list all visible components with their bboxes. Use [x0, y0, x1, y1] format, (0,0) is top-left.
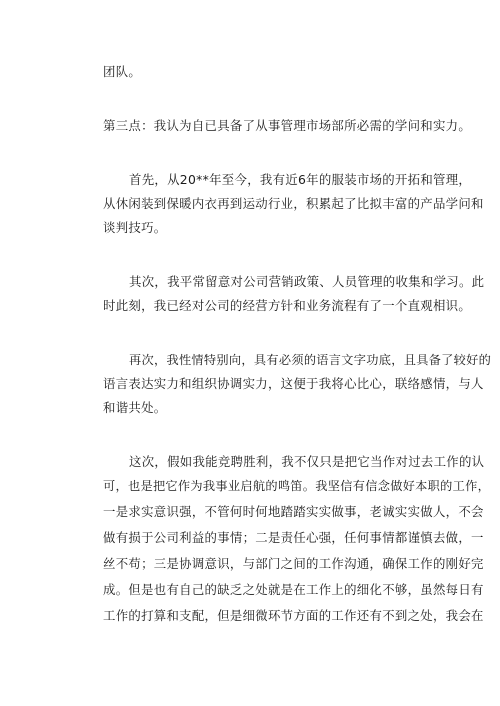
text-line: 从休闲装到保暖内衣再到运动行业，积累起了比拟丰富的产品学问和	[103, 196, 484, 211]
text-line: 丝不苟；三是协调意识，与部门之间的工作沟通，确保工作的刚好完	[103, 556, 484, 571]
text-line: 语言表达实力和组织协调实力，这便于我将心比心，联络感情，与人	[103, 376, 484, 391]
text-line: 一是求实意识强，不管何时何地踏踏实实做事，老诚实实做人，不会	[103, 504, 484, 519]
text-line: 团队。	[103, 64, 142, 79]
text-line: 可，也是把它作为我事业启航的鸣笛。我坚信有信念做好本职的工作，	[103, 479, 491, 493]
text-line: 这次，假如我能竞聘胜利，我不仅只是把它当作对过去工作的认	[129, 454, 485, 469]
text-line: 成。但是也有自己的缺乏之处就是在工作上的细化不够，虽然每日有	[103, 582, 484, 597]
text-line: 和谐共处。	[103, 400, 167, 415]
text-line: 工作的打算和支配，但是细微环节方面的工作还有不到之处，我会在	[103, 608, 484, 623]
text-line: 做有损于公司利益的事情；二是责任心强，任何事情都谨慎去做，一	[103, 530, 484, 545]
text-line: 其次，我平常留意对公司营销政策、人员管理的收集和学习。此	[129, 274, 485, 289]
text-line: 再次，我性情特别向，具有必须的语言文字功底，且具备了较好的	[129, 353, 492, 367]
paragraph-heading: 第三点：我认为自已具备了从事管理市场部所必需的学问和实力。	[103, 118, 472, 133]
text-line: 首先，从20**年至今，我有近6年的服装市场的开拓和管理，	[129, 172, 472, 187]
text-line: 时此刻，我已经对公司的经营方针和业务流程有了一个直观相识。	[103, 298, 472, 313]
text-line: 谈判技巧。	[103, 220, 167, 235]
